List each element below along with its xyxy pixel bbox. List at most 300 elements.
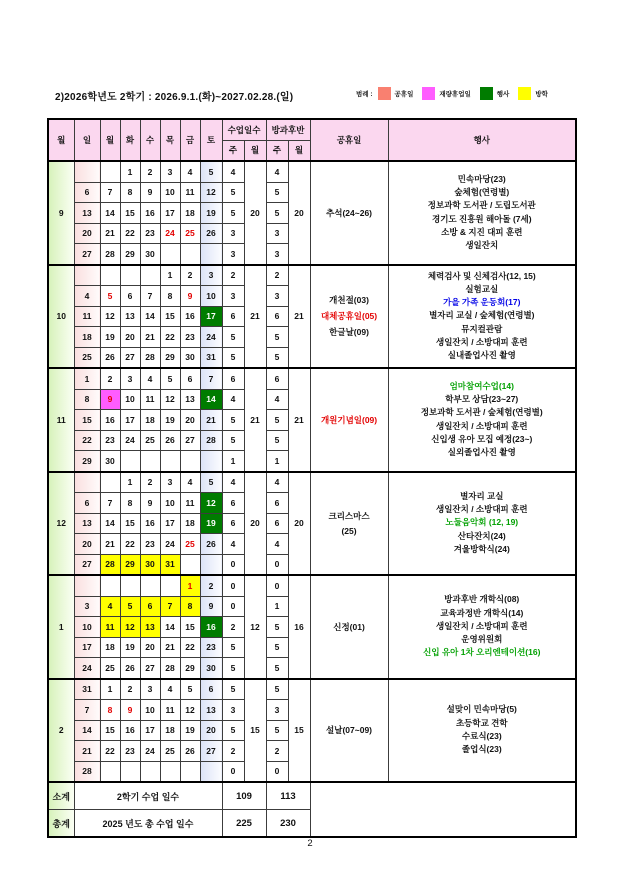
date-cell — [100, 265, 120, 286]
date-cell: 2 — [140, 472, 160, 493]
date-cell: 2 — [200, 575, 222, 596]
date-cell: 4 — [160, 679, 180, 700]
event-text: 졸업식(23) — [461, 744, 502, 755]
date-cell: 5 — [200, 472, 222, 493]
header-sub-month: 월 — [288, 140, 310, 161]
date-cell — [140, 761, 160, 782]
date-cell: 1 — [120, 472, 140, 493]
month-label: 12 — [48, 472, 74, 576]
class-days-week-count: 5 — [222, 720, 244, 741]
events-cell — [388, 161, 576, 265]
event-text: 설맞이 민속마당(5) — [446, 704, 517, 715]
event-text: 실험교실 — [465, 283, 499, 294]
event-text: 소방 & 지진 대피 훈련 — [441, 226, 523, 237]
after-school-week-count: 5 — [266, 182, 288, 203]
date-cell: 23 — [100, 430, 120, 451]
grand-total-label: 총계 — [48, 810, 74, 838]
legend-item-label: 공휴일 — [394, 91, 414, 98]
event-text: 생일잔치 / 소방대피 훈련 — [436, 336, 528, 347]
date-cell: 14 — [140, 306, 160, 327]
date-cell: 29 — [180, 658, 200, 679]
date-cell: 27 — [200, 741, 222, 762]
date-cell: 25 — [140, 430, 160, 451]
date-cell — [120, 265, 140, 286]
legend-item-holiday — [378, 87, 414, 100]
date-cell — [140, 451, 160, 472]
event-text: 생일잔치 / 소방대피 훈련 — [436, 620, 528, 631]
class-days-week-count: 5 — [222, 430, 244, 451]
holiday-cell — [310, 472, 388, 576]
events-cell — [388, 679, 576, 783]
month-label: 2 — [48, 679, 74, 783]
date-cell: 25 — [180, 223, 200, 244]
date-cell: 23 — [120, 741, 140, 762]
after-school-week-count: 1 — [266, 451, 288, 472]
header-day-wed: 수 — [140, 119, 160, 161]
event-text: 생일잔치 / 소방대피 훈련 — [436, 420, 528, 431]
date-cell: 11 — [180, 182, 200, 203]
event-text: 정보과학 도서관 / 도립도서관 — [427, 200, 536, 211]
events-cell — [388, 368, 576, 472]
after-school-week-count: 1 — [266, 596, 288, 617]
legend-item-label: 방학 — [535, 91, 548, 98]
date-cell: 1 — [120, 161, 140, 182]
date-cell: 18 — [100, 637, 120, 658]
date-cell: 25 — [180, 534, 200, 555]
date-cell — [74, 265, 100, 286]
date-cell: 30 — [200, 658, 222, 679]
date-cell — [100, 161, 120, 182]
date-cell: 15 — [120, 513, 140, 534]
header-day-thu: 목 — [160, 119, 180, 161]
class-days-week-count: 5 — [222, 410, 244, 431]
date-cell: 30 — [140, 244, 160, 265]
header-sub-week: 주 — [222, 140, 244, 161]
event-text: 경기도 진흥원 해아돌 (7세) — [431, 213, 532, 224]
event-text: 수료식(23) — [461, 731, 502, 741]
class-days-week-count: 2 — [222, 617, 244, 638]
date-cell: 21 — [160, 637, 180, 658]
class-days-week-count: 2 — [222, 741, 244, 762]
class-days-week-count: 4 — [222, 161, 244, 182]
date-cell: 2 — [140, 161, 160, 182]
header-day-sat: 토 — [200, 119, 222, 161]
after-school-week-count: 6 — [266, 493, 288, 514]
date-cell: 3 — [200, 265, 222, 286]
class-days-week-count: 3 — [222, 244, 244, 265]
legend-item-vacation — [518, 87, 548, 100]
table-header — [48, 119, 576, 161]
date-cell: 17 — [160, 203, 180, 224]
date-cell: 25 — [100, 658, 120, 679]
date-cell: 11 — [74, 306, 100, 327]
calendar-body — [48, 161, 576, 782]
calendar-week-row — [48, 368, 576, 389]
after-school-week-count: 5 — [266, 679, 288, 700]
date-cell — [200, 554, 222, 575]
after-school-month-total: 20 — [288, 472, 310, 576]
date-cell: 6 — [74, 493, 100, 514]
after-school-week-count: 6 — [266, 513, 288, 534]
date-cell: 24 — [160, 223, 180, 244]
date-cell: 27 — [120, 347, 140, 368]
header-day-mon: 월 — [100, 119, 120, 161]
subtotal-desc: 2학기 수업 일수 — [74, 782, 222, 810]
date-cell: 10 — [160, 493, 180, 514]
date-cell: 14 — [100, 513, 120, 534]
event-text: 뮤지컬관람 — [461, 323, 503, 334]
calendar-week-row — [48, 265, 576, 286]
holiday-text: 개원기념일(09) — [320, 414, 378, 425]
class-days-week-count: 5 — [222, 637, 244, 658]
holiday-cell — [310, 265, 388, 369]
class-days-week-count: 5 — [222, 203, 244, 224]
date-cell: 16 — [200, 617, 222, 638]
date-cell — [180, 244, 200, 265]
date-cell: 20 — [120, 327, 140, 348]
date-cell: 11 — [160, 700, 180, 721]
date-cell: 15 — [180, 617, 200, 638]
date-cell: 7 — [200, 368, 222, 389]
after-school-week-count: 3 — [266, 223, 288, 244]
legend — [356, 87, 552, 100]
date-cell: 10 — [200, 286, 222, 307]
date-cell: 8 — [74, 389, 100, 410]
date-cell: 21 — [74, 741, 100, 762]
date-cell: 27 — [180, 430, 200, 451]
date-cell: 21 — [200, 410, 222, 431]
date-cell: 13 — [200, 700, 222, 721]
date-cell: 24 — [200, 327, 222, 348]
after-school-week-count: 6 — [266, 368, 288, 389]
class-days-week-count: 4 — [222, 389, 244, 410]
date-cell: 28 — [100, 554, 120, 575]
date-cell: 13 — [120, 306, 140, 327]
date-cell: 13 — [140, 617, 160, 638]
after-school-week-count: 6 — [266, 306, 288, 327]
date-cell: 25 — [74, 347, 100, 368]
date-cell: 16 — [100, 410, 120, 431]
date-cell: 28 — [140, 347, 160, 368]
vacation-swatch-icon — [518, 87, 531, 100]
after-school-week-count: 5 — [266, 430, 288, 451]
date-cell: 21 — [140, 327, 160, 348]
month-label: 11 — [48, 368, 74, 472]
date-cell: 6 — [200, 679, 222, 700]
page-number: 2 — [307, 838, 313, 849]
date-cell: 14 — [74, 720, 100, 741]
date-cell: 17 — [200, 306, 222, 327]
event-text: 엄마참여수업(14) — [449, 380, 514, 391]
after-school-week-count: 3 — [266, 286, 288, 307]
date-cell: 15 — [160, 306, 180, 327]
date-cell: 4 — [180, 472, 200, 493]
event-text: 민속마당(23) — [457, 173, 506, 184]
date-cell: 28 — [200, 430, 222, 451]
after-school-week-count: 5 — [266, 617, 288, 638]
class-days-week-count: 6 — [222, 306, 244, 327]
date-cell: 13 — [74, 513, 100, 534]
event-swatch-icon — [480, 87, 493, 100]
date-cell: 26 — [200, 223, 222, 244]
legend-label: 범례 : — [356, 91, 373, 98]
header-holiday: 공휴일 — [310, 119, 388, 161]
date-cell: 21 — [100, 534, 120, 555]
date-cell — [100, 472, 120, 493]
class-days-week-count: 5 — [222, 658, 244, 679]
date-cell: 28 — [100, 244, 120, 265]
event-text: 실내졸업사진 촬영 — [447, 350, 516, 361]
after-school-week-count: 5 — [266, 203, 288, 224]
date-cell: 17 — [140, 720, 160, 741]
date-cell: 12 — [200, 493, 222, 514]
date-cell — [180, 451, 200, 472]
date-cell: 3 — [160, 472, 180, 493]
date-cell: 1 — [100, 679, 120, 700]
class-days-month-total: 21 — [244, 265, 266, 369]
date-cell: 19 — [180, 720, 200, 741]
date-cell: 4 — [180, 161, 200, 182]
month-label: 10 — [48, 265, 74, 369]
date-cell — [160, 451, 180, 472]
date-cell: 2 — [180, 265, 200, 286]
date-cell: 4 — [140, 368, 160, 389]
date-cell: 6 — [120, 286, 140, 307]
date-cell — [74, 575, 100, 596]
date-cell — [200, 244, 222, 265]
date-cell: 15 — [120, 203, 140, 224]
after-school-month-total: 21 — [288, 368, 310, 472]
date-cell: 30 — [180, 347, 200, 368]
event-text: 실외졸업사진 촬영 — [447, 447, 516, 458]
date-cell: 1 — [160, 265, 180, 286]
class-days-week-count: 5 — [222, 327, 244, 348]
class-days-week-count: 5 — [222, 347, 244, 368]
date-cell: 26 — [200, 534, 222, 555]
event-text: 교육과정반 개학식(14) — [440, 607, 524, 618]
after-school-week-count: 4 — [266, 472, 288, 493]
event-text: 별자리 교실 / 숲체험(연령별) — [429, 310, 535, 321]
date-cell: 5 — [200, 161, 222, 182]
date-cell — [100, 761, 120, 782]
date-cell: 22 — [160, 327, 180, 348]
date-cell — [180, 761, 200, 782]
month-label: 9 — [48, 161, 74, 265]
header-sub-week: 주 — [266, 140, 288, 161]
date-cell: 19 — [200, 513, 222, 534]
date-cell: 18 — [160, 720, 180, 741]
date-cell: 29 — [120, 554, 140, 575]
date-cell: 13 — [180, 389, 200, 410]
holiday-text: 추석(24~26) — [326, 207, 373, 218]
date-cell: 22 — [120, 223, 140, 244]
event-text: 별자리 교실 — [460, 490, 504, 501]
event-text: 학부모 상담(23~27) — [445, 393, 519, 404]
date-cell — [200, 451, 222, 472]
holiday-text: 신정(01) — [333, 621, 365, 632]
event-text: 정보과학 도서관 / 숲체험(연령별) — [420, 407, 543, 418]
legend-item-label: 재량휴업일 — [439, 91, 471, 98]
date-cell: 3 — [160, 161, 180, 182]
date-cell: 20 — [74, 223, 100, 244]
date-cell: 19 — [160, 410, 180, 431]
date-cell: 22 — [100, 741, 120, 762]
date-cell: 31 — [160, 554, 180, 575]
event-text: 운영위원회 — [461, 634, 503, 645]
date-cell — [160, 575, 180, 596]
grand-total-desc: 2025 년도 총 수업 일수 — [74, 810, 222, 838]
after-school-month-total: 20 — [288, 161, 310, 265]
date-cell: 6 — [180, 368, 200, 389]
class-days-week-count: 0 — [222, 596, 244, 617]
date-cell: 2 — [120, 679, 140, 700]
holiday-text: 한글날(09) — [329, 327, 369, 338]
date-cell — [100, 575, 120, 596]
date-cell: 8 — [120, 493, 140, 514]
holiday-cell — [310, 575, 388, 679]
date-cell: 14 — [200, 389, 222, 410]
after-school-week-count: 2 — [266, 265, 288, 286]
date-cell: 14 — [100, 203, 120, 224]
legend-item-discretionary — [422, 87, 470, 100]
after-school-week-count: 3 — [266, 244, 288, 265]
date-cell: 24 — [140, 741, 160, 762]
holiday-cell — [310, 679, 388, 783]
date-cell: 16 — [180, 306, 200, 327]
date-cell — [120, 575, 140, 596]
class-days-week-count: 3 — [222, 223, 244, 244]
date-cell: 11 — [140, 389, 160, 410]
date-cell — [160, 761, 180, 782]
after-school-week-count: 5 — [266, 720, 288, 741]
calendar-week-row — [48, 575, 576, 596]
date-cell: 30 — [100, 451, 120, 472]
event-text: 겨울방학식(24) — [453, 543, 510, 554]
date-cell: 8 — [100, 700, 120, 721]
date-cell: 9 — [200, 596, 222, 617]
date-cell: 9 — [100, 389, 120, 410]
legend-item-event — [480, 87, 510, 100]
holiday-cell — [310, 161, 388, 265]
event-text: 방과후반 개학식(08) — [444, 594, 520, 605]
date-cell: 18 — [74, 327, 100, 348]
date-cell: 7 — [100, 493, 120, 514]
date-cell: 10 — [140, 700, 160, 721]
date-cell: 4 — [74, 286, 100, 307]
after-school-week-count: 5 — [266, 327, 288, 348]
subtotal-row — [48, 782, 576, 810]
date-cell: 6 — [74, 182, 100, 203]
date-cell: 8 — [180, 596, 200, 617]
after-school-week-count: 4 — [266, 389, 288, 410]
holiday-cell — [310, 368, 388, 472]
holiday-swatch-icon — [378, 87, 391, 100]
date-cell: 22 — [120, 534, 140, 555]
date-cell: 9 — [140, 182, 160, 203]
date-cell — [160, 244, 180, 265]
date-cell: 1 — [180, 575, 200, 596]
date-cell: 18 — [180, 203, 200, 224]
class-days-week-count: 4 — [222, 472, 244, 493]
header-sub-month: 월 — [244, 140, 266, 161]
calendar-week-row — [48, 472, 576, 493]
calendar-week-row — [48, 161, 576, 182]
class-days-week-count: 3 — [222, 286, 244, 307]
class-days-month-total: 15 — [244, 679, 266, 783]
header-day-fri: 금 — [180, 119, 200, 161]
subtotal-label: 소계 — [48, 782, 74, 810]
class-days-week-count: 0 — [222, 575, 244, 596]
class-days-week-count: 1 — [222, 451, 244, 472]
date-cell: 4 — [100, 596, 120, 617]
date-cell: 16 — [140, 513, 160, 534]
class-days-month-total: 20 — [244, 161, 266, 265]
date-cell: 7 — [140, 286, 160, 307]
subtotal-class-days: 109 — [222, 782, 266, 810]
class-days-week-count: 0 — [222, 554, 244, 575]
date-cell: 10 — [120, 389, 140, 410]
events-cell — [388, 472, 576, 576]
date-cell: 8 — [160, 286, 180, 307]
date-cell: 3 — [74, 596, 100, 617]
date-cell: 26 — [160, 430, 180, 451]
discretionary-swatch-icon — [422, 87, 435, 100]
after-school-month-total: 16 — [288, 575, 310, 679]
after-school-week-count: 5 — [266, 637, 288, 658]
date-cell: 11 — [100, 617, 120, 638]
date-cell: 14 — [160, 617, 180, 638]
date-cell: 9 — [120, 700, 140, 721]
date-cell — [120, 451, 140, 472]
date-cell: 19 — [100, 327, 120, 348]
holiday-text: 설날(07~09) — [326, 725, 373, 736]
event-text: 생일잔치 — [465, 240, 499, 251]
after-school-week-count: 5 — [266, 658, 288, 679]
class-days-week-count: 6 — [222, 368, 244, 389]
holiday-text: 크리스마스 — [328, 511, 370, 522]
page-title: 2)2026학년도 2학기 : 2026.9.1.(화)~2027.02.28.(일) — [55, 92, 294, 103]
after-school-week-count: 4 — [266, 161, 288, 182]
event-text: 신입생 유아 모집 예정(23~) — [431, 433, 533, 444]
date-cell: 5 — [180, 679, 200, 700]
date-cell: 29 — [120, 244, 140, 265]
after-school-week-count: 0 — [266, 575, 288, 596]
date-cell: 27 — [74, 554, 100, 575]
class-days-week-count: 6 — [222, 513, 244, 534]
events-cell — [388, 575, 576, 679]
event-text: 체력검사 및 신체검사(12, 15) — [427, 270, 536, 281]
date-cell: 30 — [140, 554, 160, 575]
date-cell: 23 — [140, 534, 160, 555]
date-cell — [140, 575, 160, 596]
date-cell: 24 — [160, 534, 180, 555]
date-cell: 24 — [74, 658, 100, 679]
date-cell: 19 — [120, 637, 140, 658]
date-cell: 10 — [74, 617, 100, 638]
date-cell: 13 — [74, 203, 100, 224]
date-cell: 2 — [100, 368, 120, 389]
date-cell: 17 — [160, 513, 180, 534]
class-days-month-total: 21 — [244, 368, 266, 472]
date-cell: 7 — [74, 700, 100, 721]
date-cell: 11 — [180, 493, 200, 514]
header-class-days: 수업일수 — [222, 119, 266, 140]
event-text: 산타잔치(24) — [457, 530, 506, 541]
class-days-week-count: 4 — [222, 534, 244, 555]
date-cell — [74, 472, 100, 493]
date-cell: 26 — [100, 347, 120, 368]
date-cell: 5 — [160, 368, 180, 389]
